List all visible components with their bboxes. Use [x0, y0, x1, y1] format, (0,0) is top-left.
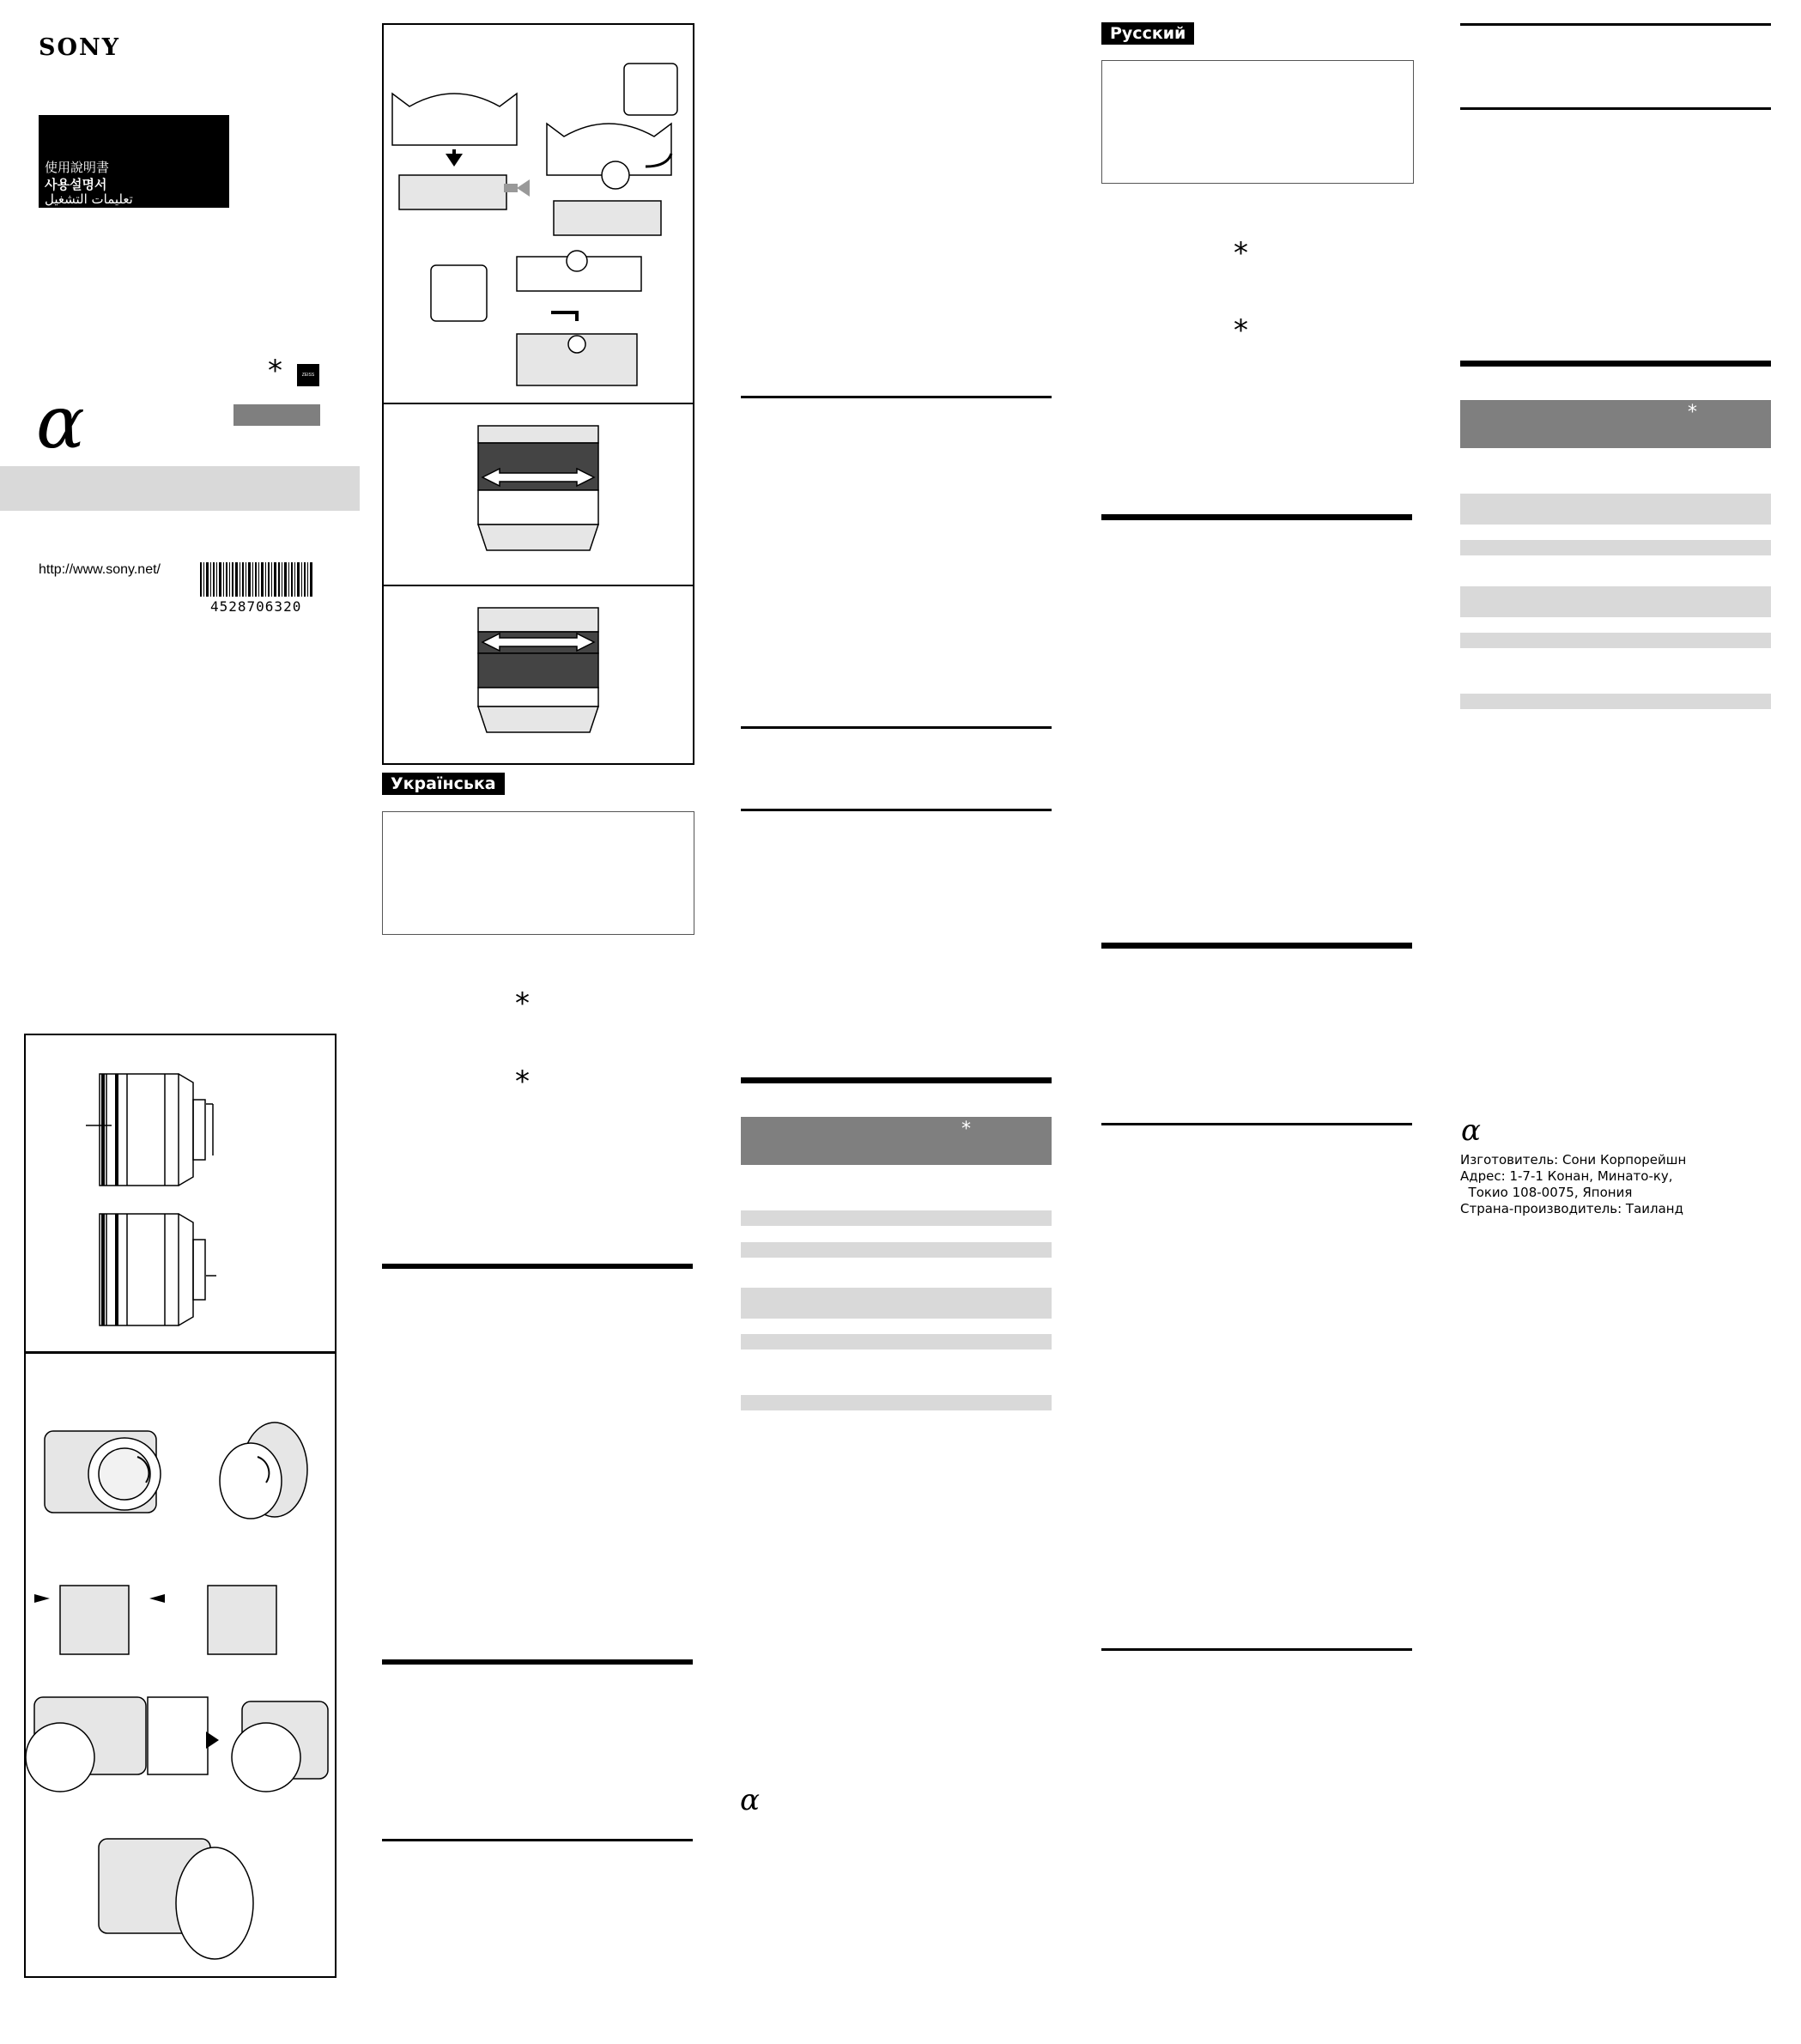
russian-section-rule-2: [1101, 943, 1412, 949]
manufacturer-line-4: Страна-производитель: Таиланд: [1460, 1201, 1683, 1216]
ukrainian-section-rule-2: [382, 1659, 693, 1665]
russian-section-rule-3: [1101, 1123, 1412, 1125]
doc-title-arabic: تعليمات التشغيل: [45, 191, 133, 207]
middle-spec-row-1: [741, 1210, 1052, 1226]
middle-section-rule-1: [741, 396, 1052, 398]
russian-section-rule-1: [1101, 514, 1412, 520]
russian-notice-box: [1101, 60, 1414, 184]
right-spec-row-1: [1460, 494, 1771, 525]
middle-spec-row-3: [741, 1288, 1052, 1319]
russian-asterisk-1: *: [1234, 236, 1248, 270]
camera-mount-diagram-icon: [26, 1354, 335, 1976]
ukrainian-notice-box: [382, 811, 694, 935]
right-alpha-logo: α: [1461, 1113, 1481, 1148]
manufacturer-line-3: Токио 108-0075, Япония: [1460, 1185, 1633, 1200]
russian-asterisk-2: *: [1234, 313, 1248, 348]
right-section-rule-2: [1460, 107, 1771, 110]
middle-spec-asterisk: *: [961, 1119, 971, 1140]
cover-alpha-logo: α: [36, 380, 85, 464]
middle-section-rule-4: [741, 1077, 1052, 1083]
doc-title-korean: 사용설명서: [45, 177, 107, 192]
zeiss-logo-icon: [297, 364, 319, 386]
russian-section-rule-4: [1101, 1648, 1412, 1651]
middle-section-rule-3: [741, 809, 1052, 811]
camera-mount-diagram-frame: [24, 1352, 337, 1978]
middle-spec-row-5: [741, 1395, 1052, 1410]
zoom-ring-diagram-icon: [384, 404, 693, 585]
right-spec-row-3: [1460, 586, 1771, 617]
middle-alpha-logo: α: [740, 1783, 760, 1817]
lens-hood-diagram-icon: [384, 25, 693, 403]
lens-hood-diagram-frame: [382, 23, 694, 765]
right-spec-asterisk: *: [1688, 402, 1697, 423]
cover-asterisk: *: [268, 354, 282, 388]
right-section-rule-1: [1460, 23, 1771, 26]
barcode-number: 4528706320: [210, 598, 302, 615]
lens-parts-diagram-frame: [24, 1034, 337, 1357]
barcode-icon: [200, 562, 314, 597]
sony-url: http://www.sony.net/: [39, 562, 161, 577]
focus-ring-diagram-icon: [384, 586, 693, 763]
right-spec-table-header: [1460, 400, 1771, 448]
lang-label-ukrainian: Українська: [382, 773, 505, 795]
zeiss-logo-text: ZEISS: [301, 373, 315, 378]
right-spec-row-2: [1460, 540, 1771, 555]
ukrainian-asterisk-2: *: [515, 1064, 530, 1099]
lens-parts-diagram-icon: [26, 1035, 335, 1356]
ukrainian-section-rule-3: [382, 1839, 693, 1841]
right-spec-row-5: [1460, 694, 1771, 709]
doc-title-box: [39, 115, 229, 208]
lang-label-russian: Русский: [1101, 22, 1194, 45]
right-spec-row-4: [1460, 633, 1771, 648]
doc-title-chinese: 使用說明書: [45, 160, 110, 175]
ukrainian-asterisk-1: *: [515, 986, 530, 1021]
model-label-box: [233, 404, 320, 426]
sony-brand-logo: SONY: [39, 34, 120, 61]
manufacturer-line-1: Изготовитель: Сони Корпорейшн: [1460, 1152, 1687, 1168]
cover-grey-band: [0, 466, 360, 511]
middle-spec-table-header: [741, 1117, 1052, 1165]
middle-spec-row-4: [741, 1334, 1052, 1350]
manufacturer-line-2: Адрес: 1-7-1 Конан, Минато-ку,: [1460, 1168, 1673, 1184]
ukrainian-section-rule-1: [382, 1264, 693, 1269]
middle-spec-row-2: [741, 1242, 1052, 1258]
middle-section-rule-2: [741, 726, 1052, 729]
right-section-rule-3: [1460, 361, 1771, 367]
